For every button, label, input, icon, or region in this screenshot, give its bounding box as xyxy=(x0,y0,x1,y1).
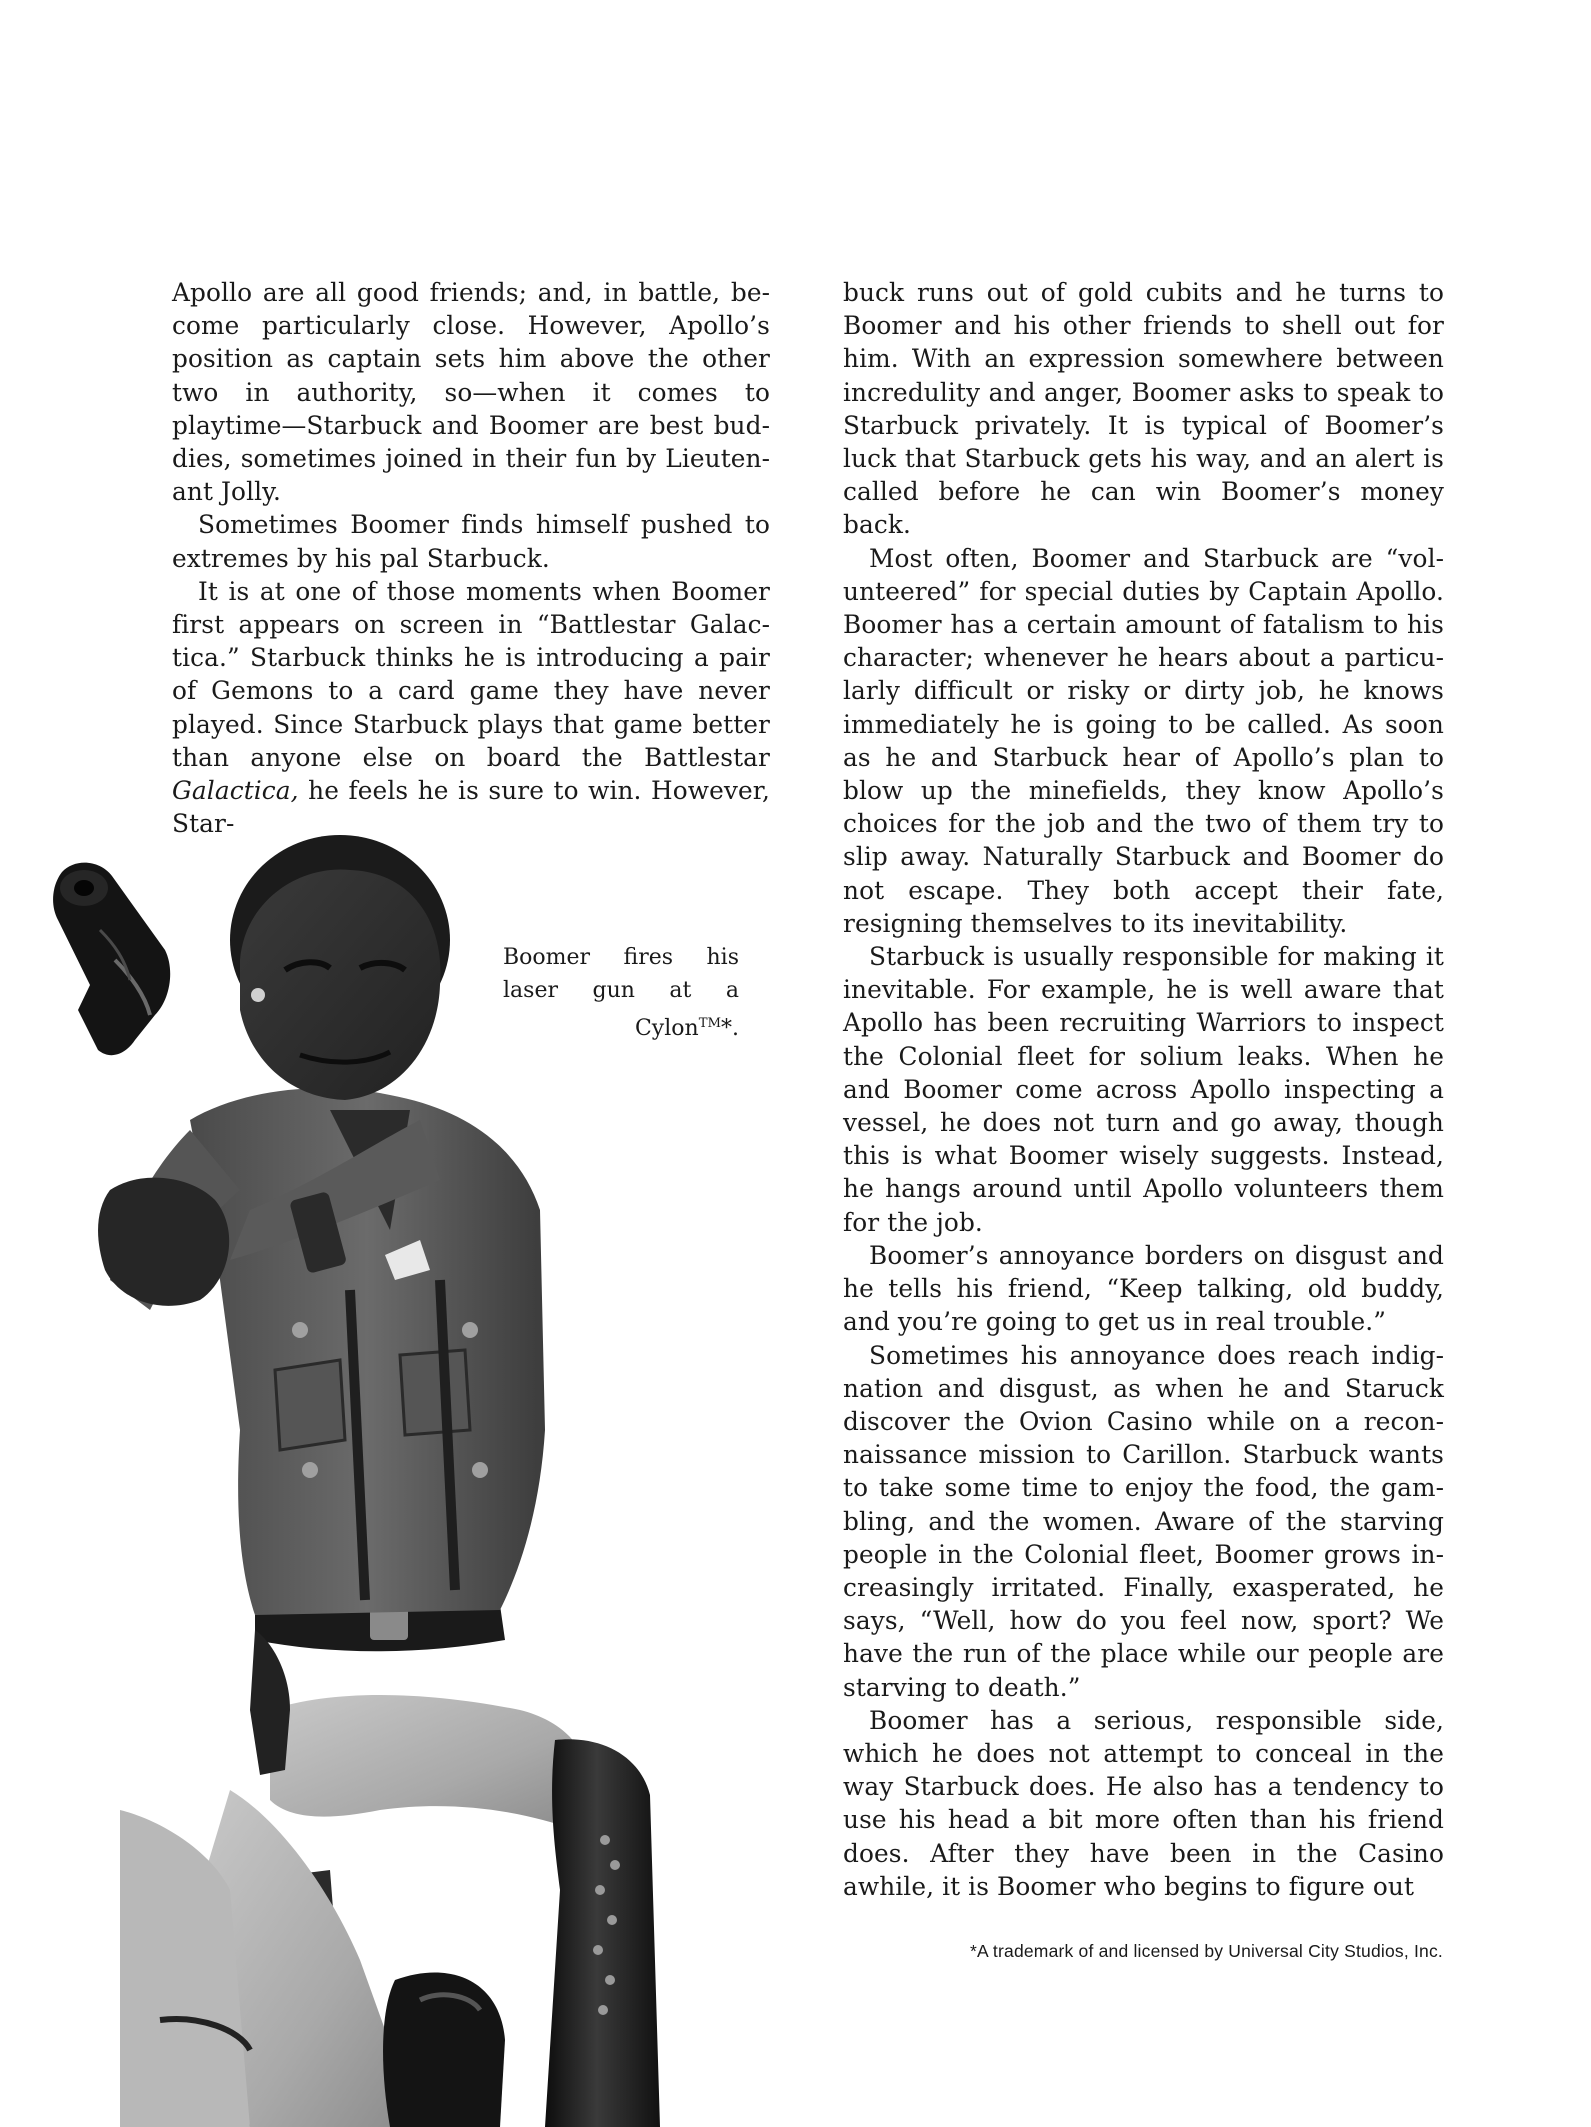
left-text-column xyxy=(172,276,770,840)
ship-name-italic: Galactica, xyxy=(172,776,299,806)
caption-end: *. xyxy=(721,1015,739,1041)
paragraph: Boomer’s annoyance borders on disgust and he tells his friend, “Keep talking, old buddy, and you’re going to get us in real trouble.” xyxy=(843,1240,1444,1337)
trademark-mark: TM xyxy=(698,1016,721,1031)
right-text-column xyxy=(843,276,1444,1903)
paragraph: Sometimes Boomer finds himself pushed to extremes by his pal Starbuck. xyxy=(172,510,770,573)
paragraph xyxy=(172,575,770,841)
photo-caption xyxy=(503,941,739,1045)
trademark-footnote: *A trademark of and licensed by Universal City Studios, Inc. xyxy=(969,1941,1443,1961)
caption-text: Boomer fires his laser gun at a Cylon xyxy=(503,945,739,1041)
paragraph: Starbuck is usually responsible for making it inevitable. For example, he is well aware that Apollo has been recruiting Warriors to inspect the Colonial fleet for solium leaks. When he and Boomer come across Apollo inspecting a vessel, he does not turn and go away, though this is what Boomer wisely suggests. Instead, he hangs around until Apollo volunteers them for the job. xyxy=(843,942,1444,1237)
paragraph-text: It is at one of those moments when Boomer first appears on screen in “Battlestar Galactica.” Starbuck thinks he is introducing a pair of Gemons to a card game they have never played. Since Starbuck plays that game better than anyone else on board the Battlestar xyxy=(172,576,770,772)
paragraph: buck runs out of gold cubits and he turns to Boomer and his other friends to shell out for him. With an expression somewhere between incredulity and anger, Boomer asks to speak to Starbuck privately. It is typical of Boomer’s luck that Starbuck gets his way, and an alert is called before he can win Boomer’s money back. xyxy=(843,278,1444,540)
paragraph-text: he feels he is sure to win. However, Star- xyxy=(172,776,770,839)
paragraph: Sometimes his annoyance does reach indignation and disgust, as when he and Staruck discover the Ovion Casino while on a reconnaissance mission to Carillon. Starbuck wants to take some time to enjoy the food, the gambling, and the women. Aware of the starving people in the Colonial fleet, Boomer grows increasingly irritated. Finally, exasperated, he says, “Well, how do you feel now, sport? We have the run of the place while our people are starving to death.” xyxy=(843,1340,1444,1702)
paragraph: Most often, Boomer and Starbuck are “volunteered” for special duties by Captain Apollo. Boomer has a certain amount of fatalism to his character; whenever he hears about a particularly difficult or risky or dirty job, he knows immediately he is going to be called. As soon as he and Starbuck hear of Apollo’s plan to blow up the minefields, they know Apollo’s choices for the job and the two of them try to slip away. Naturally Starbuck and Boomer do not escape. They both accept their fate, resigning themselves to its inevitability. xyxy=(843,543,1444,938)
paragraph: Boomer has a serious, responsible side, which he does not attempt to conceal in the way Starbuck does. He also has a tendency to use his head a bit more often than his friend does. After they have been in the Casino awhile, it is Boomer who begins to figure out xyxy=(843,1705,1444,1901)
paragraph: Apollo are all good friends; and, in battle, become particularly close. However, Apollo’s position as captain sets him above the other two in authority, so—when it comes to playtime—Starbuck and Boomer are best buddies, sometimes joined in their fun by Lieutenant Jolly. xyxy=(172,278,770,507)
